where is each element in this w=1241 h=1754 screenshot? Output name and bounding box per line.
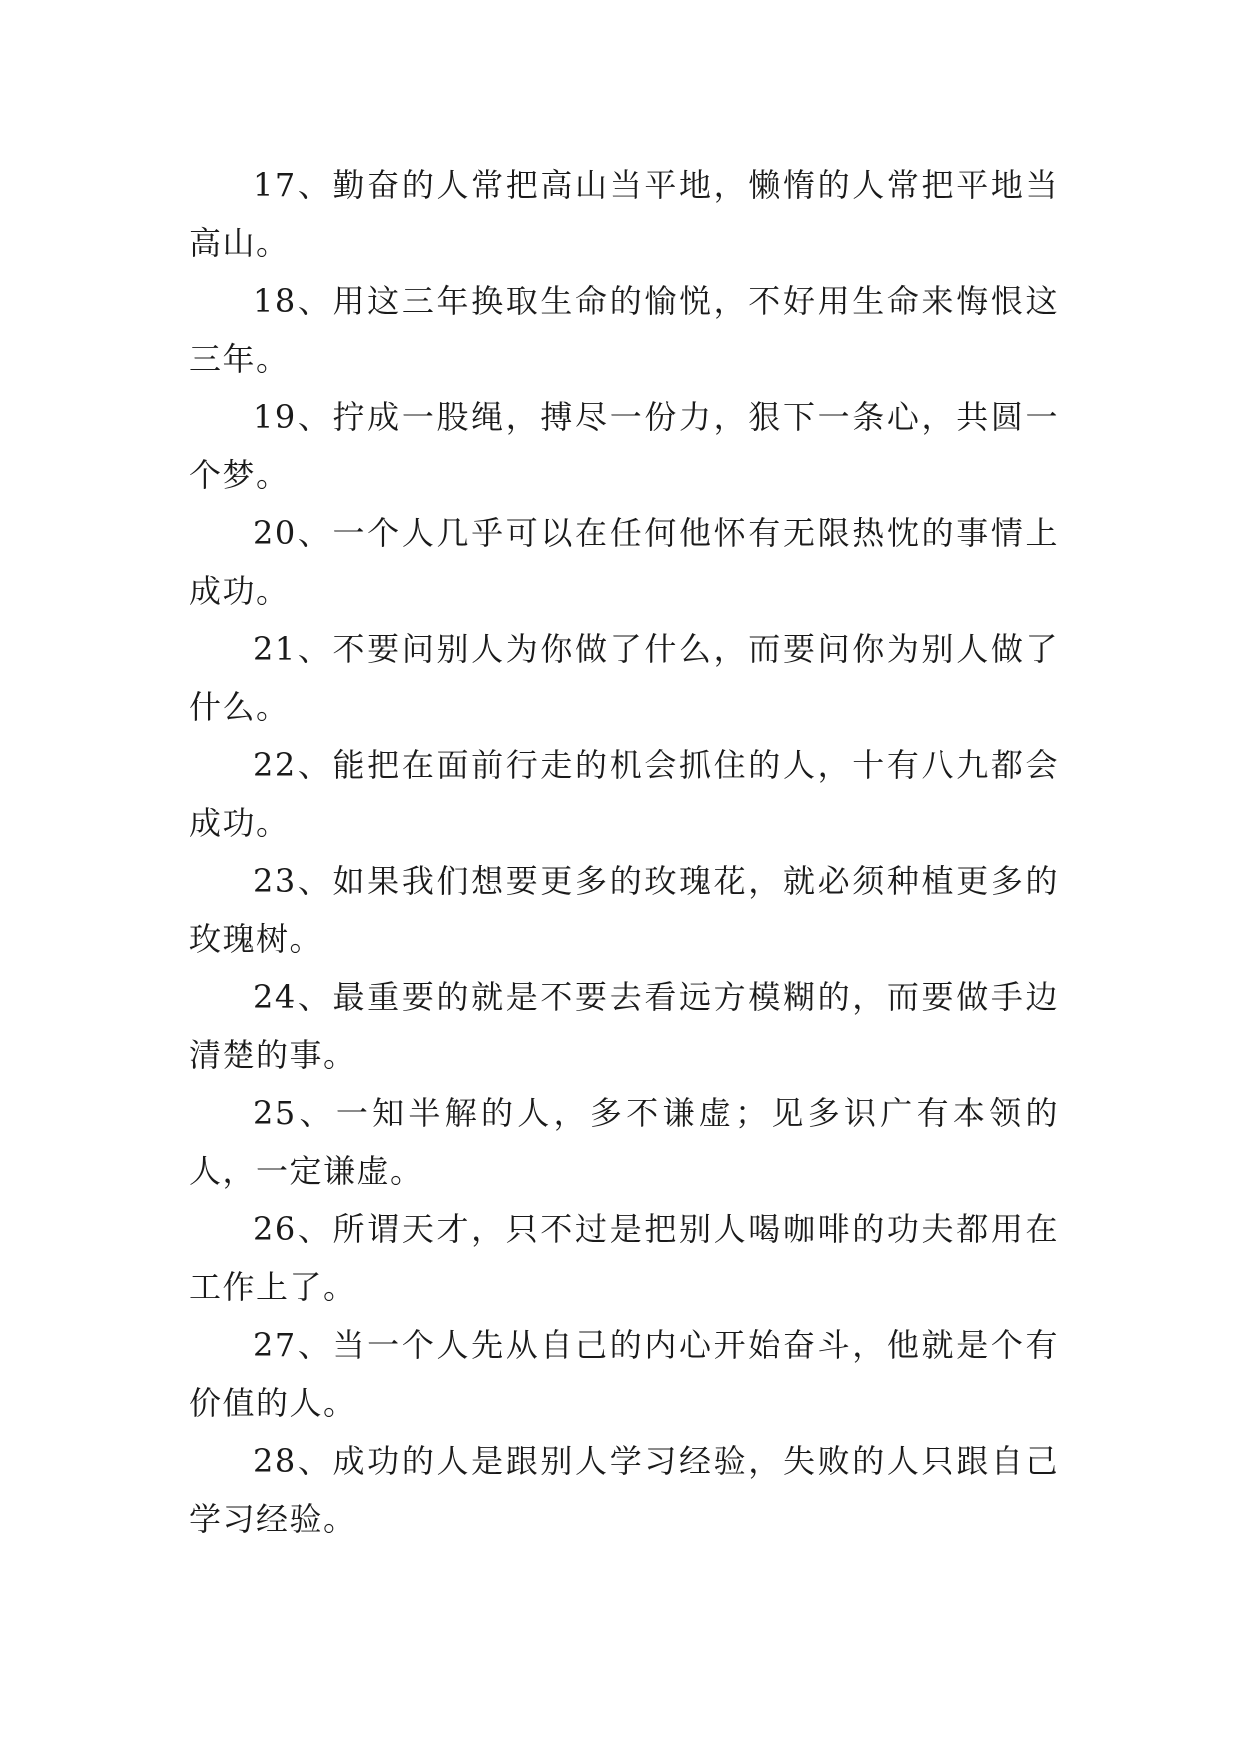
quote-paragraph-21: 21、不要问别人为你做了什么，而要问你为别人做了什么。 — [189, 630, 1059, 726]
document-body — [189, 156, 1059, 1548]
quote-paragraph-28: 28、成功的人是跟别人学习经验，失败的人只跟自己学习经验。 — [189, 1442, 1059, 1538]
quote-paragraph-19: 19、拧成一股绳，搏尽一份力，狠下一条心，共圆一个梦。 — [189, 398, 1059, 494]
quote-paragraph-18: 18、用这三年换取生命的愉悦，不好用生命来悔恨这三年。 — [189, 282, 1059, 378]
quote-paragraph-26: 26、所谓天才，只不过是把别人喝咖啡的功夫都用在工作上了。 — [189, 1210, 1059, 1306]
quote-paragraph-17: 17、勤奋的人常把高山当平地，懒惰的人常把平地当高山。 — [189, 166, 1059, 262]
quote-paragraph-25: 25、一知半解的人，多不谦虚；见多识广有本领的人，一定谦虚。 — [189, 1094, 1059, 1190]
quote-paragraph-22: 22、能把在面前行走的机会抓住的人，十有八九都会成功。 — [189, 746, 1059, 842]
quote-paragraph-24: 24、最重要的就是不要去看远方模糊的，而要做手边清楚的事。 — [189, 978, 1059, 1074]
quote-paragraph-27: 27、当一个人先从自己的内心开始奋斗，他就是个有价值的人。 — [189, 1326, 1059, 1422]
quote-paragraph-20: 20、一个人几乎可以在任何他怀有无限热忱的事情上成功。 — [189, 514, 1059, 610]
quote-paragraph-23: 23、如果我们想要更多的玫瑰花，就必须种植更多的玫瑰树。 — [189, 862, 1059, 958]
